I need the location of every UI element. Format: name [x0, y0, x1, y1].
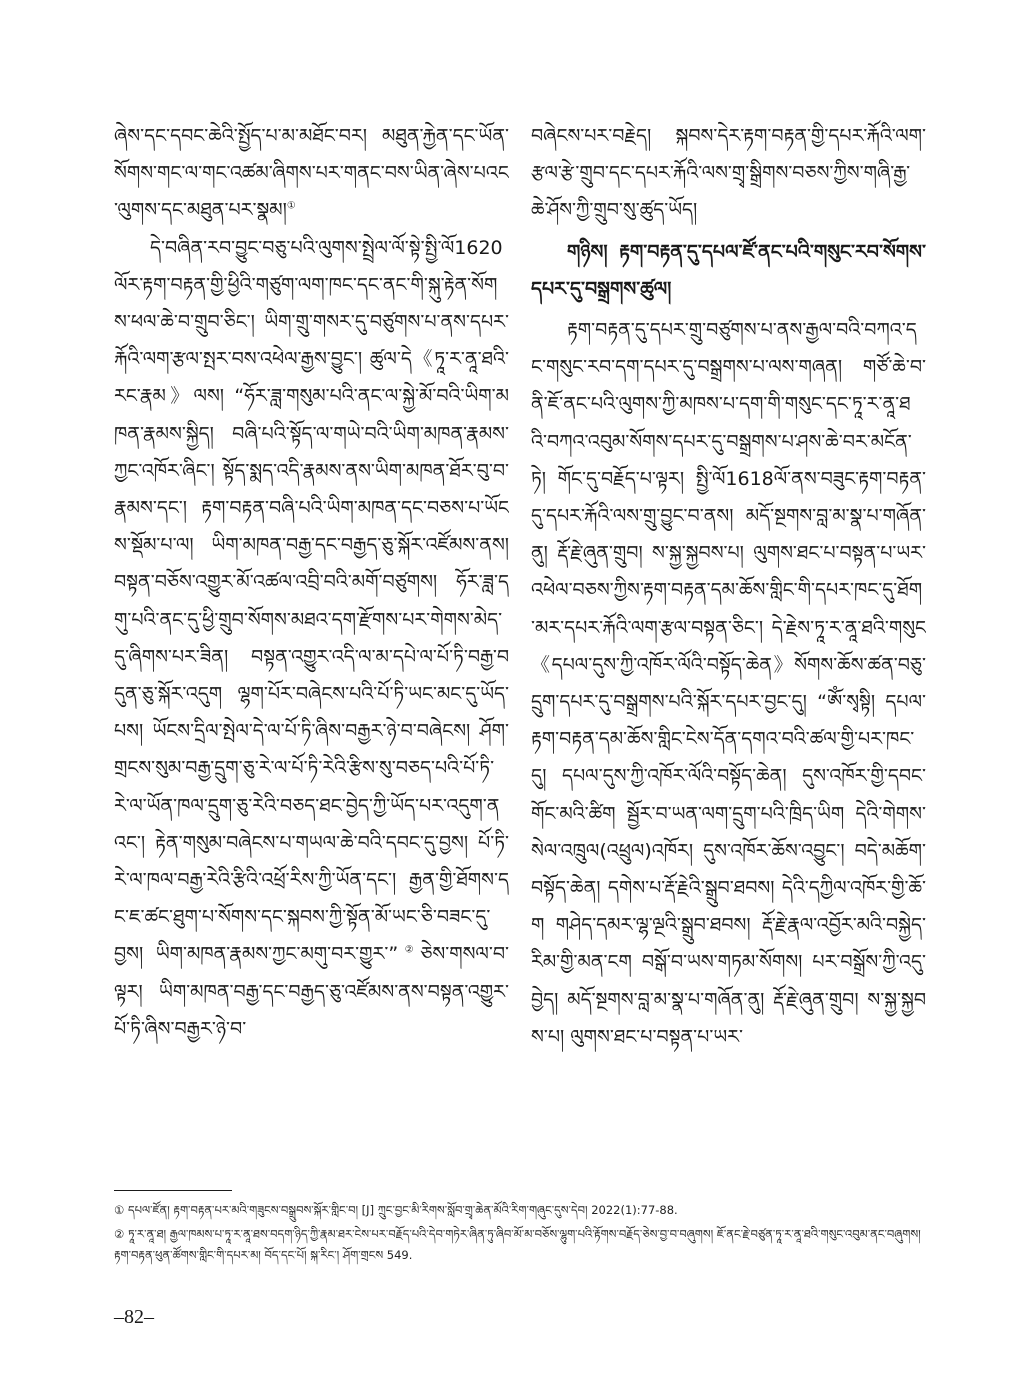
section-heading: གཉིས། རྟག་བརྟན་དུ་དཔལ་ཛོ་ནང་པའི་གསུང་རབ་སོགས་དཔར་དུ་བསྒྲགས་ཚུལ།	[531, 240, 926, 300]
left-column	[114, 118, 509, 1180]
paragraph-text: ཞེས་དང་དབང་ཆེའི་སྤྱོད་པ་མ་མཐོང་བར། མཐུན་རྐྱེན་དང་ཡོན་སོགས་གང་ལ་གང་འཚམ་ཞིགས་པར་གནང་བས་ཡིན་ཞེས་པའང་ལུགས་དང་མཐུན་པར་སྣམ།	[114, 125, 509, 222]
paragraph	[114, 230, 509, 1048]
paragraph-text: ཅེས་གསལ་བ་ལྟར། ཡིག་མཁན་བརྒྱ་དང་བརྒྱད་ཅུ་འཛོམས་ནས་བསྟན་འགྱུར་པོ་ཏི་ཞིས་བརྒྱར་ཉེ་བ་	[114, 943, 509, 1040]
footnote-marker: ②	[398, 945, 421, 957]
footnote: ① དཔལ་ཛོན། རྟག་བརྟན་པར་མའི་གཟུངས་བསྒྲུབས་སྐོར་གླིང་བ། [J] ཀྲུང་བྱང་མི་རིགས་སློབ་གྲྭ་ཆེན་མོའི་རིག་གཞུང་དུས་དེབ། 2022(1):77-88.	[114, 1203, 678, 1217]
footnote-marker: ①	[286, 201, 296, 213]
paragraph-text: དེ་བཞིན་རབ་བྱུང་བཅུ་པའི་ལུགས་སྤྲེལ་ལོ་སྟེ་སྤྱི་ལོ1620ལོར་རྟག་བརྟན་གྱི་ཕྱིའི་གཙུག་ལག་ཁང་དང་ནང་གི་སྐུ་རྟེན་སོགས་ཕལ་ཆེ་བ་གྲུབ་ཅིང་། ཡིག་གྲུ་གསར་དུ་བཙུགས་པ་ནས་དཔར་རྐོའི་ལག་རྩལ་སྤར་བས་འཕེལ་རྒྱས་བྱུང་། ཚུལ་དེ《ཏཱ་ར་ནཱ་ཐའི་རང་རྣམ》ལས། “ཧོར་ཟླ་གསུམ་པའི་ནང་ལ་སྐྱེ་མོ་བའི་ཡིག་མཁན་རྣམས་སྐྱིད། བཞི་པའི་སྟོད་ལ་གཡེ་བའི་ཡིག་མཁན་རྣམས་ཀྱང་འཁོར་ཞིང་། སྟོད་སྨད་འདི་རྣམས་ནས་ཡིག་མཁན་ཐོར་བུ་བ་རྣམས་དང་། རྟག་བརྟན་བཞི་པའི་ཡིག་མཁན་དང་བཅས་པ་ཡོངས་སྡོམ་པ་ལ། ཡིག་མཁན་བརྒྱ་དང་བརྒྱད་ཅུ་སྐོར་འཛོམས་ནས། བསྟན་བཅོས་འགྱུར་མོ་འཚལ་འབྲི་བའི་མགོ་བཙུགས། ཧོར་ཟླ་དགུ་པའི་ནང་དུ་ཕྱི་གྲུབ་སོགས་མཐའ་དག་རྫོགས་པར་གེགས་མེད་དུ་ཞིགས་པར་ཟིན། བསྟན་འགྱུར་འདི་ལ་མ་དཔེ་ལ་པོ་ཏི་བརྒྱ་བདུན་ཅུ་སྐོར་འདུག ལྷག་པོར་བཞེངས་པའི་པོ་ཏི་ཡང་མང་དུ་ཡོད་པས། ཡོངས་དྲིལ་སྤེལ་དེ་ལ་པོ་ཏི་ཞིས་བརྒྱར་ཉེ་བ་བཞེངས། ཤོག་གྲངས་སུམ་བརྒྱ་དྲུག་ཅུ་རེ་ལ་པོ་ཏི་རེའི་རྩིས་སུ་བཅད་པའི་པོ་ཏི་རེ་ལ་ཡོན་ཁལ་དྲུག་ཅུ་རེའི་བཅད་ཐང་བྱེད་ཀྱི་ཡོད་པར་འདུག་ནའང་། རྟེན་གསུམ་བཞེངས་པ་གཡལ་ཆེ་བའི་དབང་དུ་བྱས། པོ་ཏི་རེ་ལ་ཁལ་བརྒྱ་རེའི་རྩིའི་འཕྲོ་རིས་ཀྱི་ཡོན་དང་། རྒྱན་གྱི་ཐོགས་དང་ཇ་ཚང་ཐུག་པ་སོགས་དང་སྐབས་ཀྱི་སྟོན་མོ་ཡང་ཅི་བཟང་དུ་བྱས། ཡིག་མཁན་རྣམས་ཀྱང་མགུ་བར་གྱུར་”	[114, 236, 509, 966]
footnotes	[114, 1200, 929, 1269]
page-number: –82–	[114, 1306, 154, 1328]
paragraph: རྟག་བརྟན་དུ་དཔར་གྲུ་བཙུགས་པ་ནས་རྒྱལ་བའི་བཀའ་དང་གསུང་རབ་དག་དཔར་དུ་བསྒྲགས་པ་ལས་གཞན། གཙོ་ཆེ་བ་ནི་ཇོ་ནང་པའི་ལུགས་ཀྱི་མཁས་པ་དག་གི་གསུང་དང་ཏཱ་ར་ནཱ་ཐའི་བཀའ་འབུམ་སོགས་དཔར་དུ་བསྒྲགས་པ་ཤས་ཆེ་བར་མངོན་ཏེ། གོང་དུ་བརྗོད་པ་ལྟར། སྤྱི་ལོ1618ལོ་ནས་བཟུང་རྟག་བརྟན་དུ་དཔར་རྐོའི་ལས་གྲུ་བྱུང་བ་ནས། མདོ་སྔགས་བླ་མ་སྣ་པ་གཞོན་ནུ། རྡོ་རྗེ་ཞུན་གྲུབ། ས་སྐྱ་སྐྱབས་པ། ལུགས་ཐང་པ་བསྟན་པ་ཡར་འཕེལ་བཅས་ཀྱིས་རྟག་བརྟན་དམ་ཆོས་གླིང་གི་དཔར་ཁང་དུ་ཐོག་མར་དཔར་རྐོའི་ལག་རྩལ་བསྟན་ཅིང་། དེ་རྗེས་ཏཱ་ར་ནཱ་ཐའི་གསུང《དཔལ་དུས་ཀྱི་འཁོར་ལོའི་བསྟོད་ཆེན》སོགས་ཆོས་ཚན་བཅུ་དྲུག་དཔར་དུ་བསྒྲགས་པའི་སྐོར་དཔར་བྱང་དུ། “ཨོཾ་སྭསྟི། དཔལ་རྟག་བརྟན་དམ་ཆོས་གླིང་ངེས་དོན་དགའ་བའི་ཚལ་གྱི་པར་ཁང་དུ། དཔལ་དུས་ཀྱི་འཁོར་ལོའི་བསྟོད་ཆེན། དུས་འཁོར་གྱི་དབང་གོང་མའི་ཚིག སྦྱོར་བ་ཡན་ལག་དྲུག་པའི་ཁྲིད་ཡིག དེའི་གེགས་སེལ་འཁྲུལ(འཕྲུལ)འཁོར། དུས་འཁོར་ཆོས་འབྱུང་། བདེ་མཆོག་བསྟོད་ཆེན། དགེས་པ་རྡོ་རྗེའི་སྒྲུབ་ཐབས། དེའི་དཀྱིལ་འཁོར་གྱི་ཆོ་ག གཤེད་དམར་ལྷ་ལྔའི་སྒྲུབ་ཐབས། རྡོ་རྗེ་རྣལ་འབྱོར་མའི་བསྐྱེད་རིམ་གྱི་མན་ངག བསྒོ་བ་ཡས་གཏམ་སོགས། པར་བསྒྲོས་ཀྱི་འདུ་བྱེད། མདོ་སྔགས་བླ་མ་སྣ་པ་གཞོན་ནུ། རྡོ་རྗེ་ཞུན་གྲུབ། ས་སྐྱ་སྐྱབས་པ། ལུགས་ཐང་པ་བསྟན་པ་ཡར་	[531, 319, 926, 1048]
paragraph	[114, 118, 509, 230]
paragraph: བཞེངས་པར་བརྗེད། སྐབས་དེར་རྟག་བརྟན་གྱི་དཔར་རྐོའི་ལག་རྩལ་རྩེ་གྲུབ་དང་དཔར་རྐོའི་ལས་གྲྭ་སྒྲིགས་བཅས་ཀྱིས་གཞི་རྒྱ་ཆེ་ཤོས་ཀྱི་གྲུབ་སུ་ཚུད་ཡོད།	[531, 125, 926, 222]
footnote-divider	[114, 1190, 232, 1191]
right-column	[531, 118, 926, 1180]
footnote: ② ཏཱ་ར་ནཱ་ཐ། རྒྱལ་ཁམས་པ་ཏཱ་ར་ནཱ་ཐས་བདག་ཉིད་ཀྱི་རྣམ་ཐར་ངེས་པར་བརྗོད་པའི་དེབ་གཏེར་ཞིན་ཏུ་ཞིབ་མོ་མ་བཅོས་ལྷུག་པའི་རྟོགས་བརྗོད་ཅེས་བྱ་བ་བཞུགས། ཇོ་ནང་རྗེ་བཙུན་ཏཱ་ར་ནཱ་ཐའི་གསུང་འབུམ་ནང་བཞུགས། རྟག་བརྟན་ཕུན་ཚོགས་གླིང་གི་དཔར་མ། བོད་དང་པོ། སྐ་རིང་། ཤོག་གྲངས 549.	[114, 1227, 921, 1262]
